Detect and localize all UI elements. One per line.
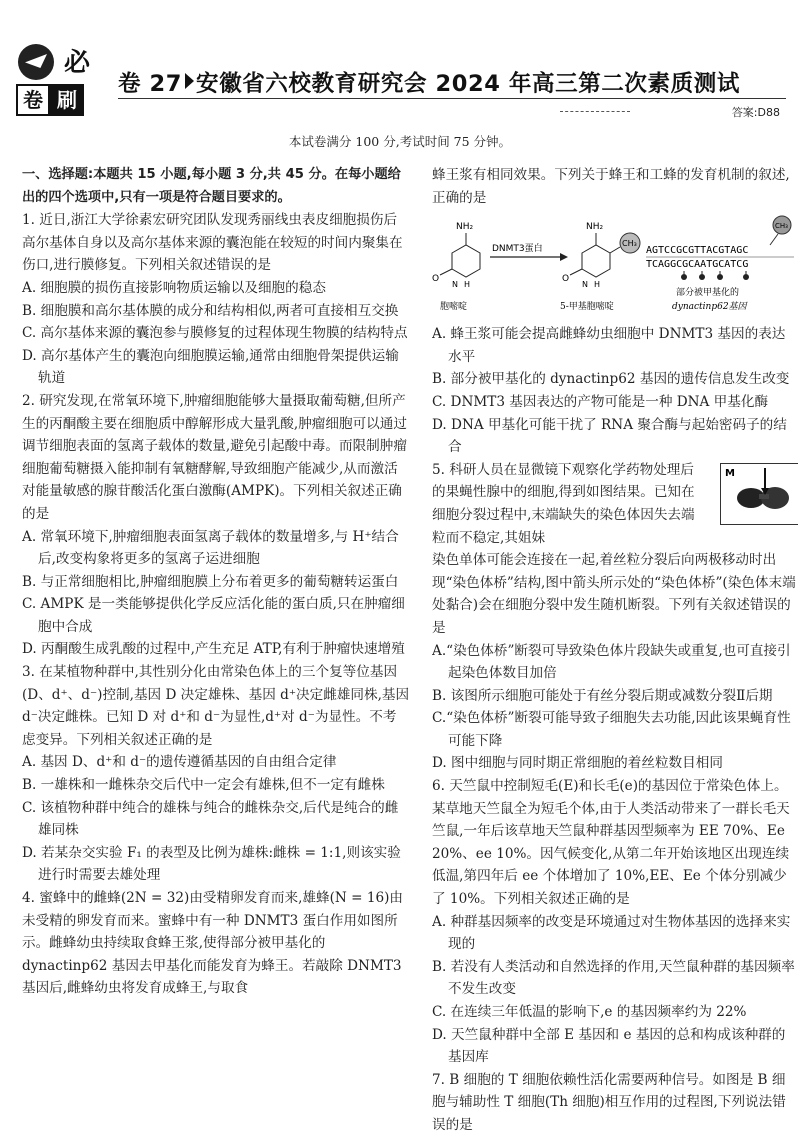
answer-option: C. 在连续三年低温的影响下,e 的基因频率约为 22%: [432, 1004, 747, 1020]
answer-option: B. 细胞膜和高尔基体膜的成分和结构相似,两者可直接相互交换: [22, 302, 399, 319]
answer-option: A. 种群基因频率的改变是环境通过对生物体基因的选择来实现的: [432, 913, 791, 953]
answer-option: A.“染色体桥”断裂可导致染色体片段缺失或重复,也可直接引起染色体数目加倍: [432, 642, 791, 682]
answer-option: D. DNA 甲基化可能干扰了 RNA 聚合酶与起始密码子的结合: [432, 416, 787, 456]
question-5: [432, 459, 798, 775]
answer-option: A. 细胞膜的损伤直接影响物质运输以及细胞的稳态: [22, 279, 326, 296]
title-main: 安徽省六校教育研究会 2024 年高三第二次素质测试: [196, 71, 740, 97]
svg-text:H: H: [594, 280, 601, 290]
svg-text:N: N: [452, 280, 458, 290]
q5-continuation: 染色单体可能会连接在一起,着丝粒分裂后向两极移动时出现“染色体桥”结构,图中箭头所示处的“染色体桥”(染色体末端处黏合)会在细胞分裂中发生随机断裂。下列有关叙述错误的是: [432, 552, 796, 636]
answer-option: B. 若没有人类活动和自然选择的作用,天竺鼠种群的基因频率不发生改变: [432, 958, 795, 998]
q6-head: 6. 天竺鼠中控制短毛(E)和长毛(e)的基因位于常染色体上。某草地天竺鼠全为短毛个体,由于人类活动带来了一群长毛天竺鼠,一年后该草地天竺鼠种群基因型频率为 EE 70%、Ee 20%、ee 10%。因气候变化,从第二年开始该地区出现连续低温,第四年后 ee 个体增加了 10%,EE、Ee 个体分别减少了 10%。下列相关叙述正确的是: [432, 778, 790, 908]
answer-option: C. DNMT3 基因表达的产物可能是一种 DNA 甲基化酶: [432, 393, 769, 410]
dashed-rule: [560, 111, 630, 112]
answer-option: C. AMPK 是一类能够提供化学反应活化能的蛋白质,只在肿瘤细胞中合成: [22, 596, 405, 635]
answer-code: [732, 104, 780, 120]
answer-label: 答案:D88: [731, 106, 780, 119]
svg-text:O: O: [562, 274, 570, 285]
question-stem: 2. 研究发现,在常氧环境下,肿瘤细胞能够大量摄取葡萄糖,但所产生的丙酮酸主要在细胞质中醇解形成大量乳酸,肿瘤细胞可以通过调节细胞表面的氢离子载体的数量,避免引起酸中毒。而限制肿瘤细胞葡萄糖摄入能抑制有氧糖酵解,导致细胞产能减少,从而激活对能量敏感的腺苷酸活化蛋白激酶(AMPK)。下列相关叙述正确的是: [22, 392, 407, 522]
answer-option: B. 一雄株和一雌株杂交后代中一定会有雄株,但不一定有雌株: [22, 777, 385, 794]
question-stem: 3. 在某植物种群中,其性别分化由常染色体上的三个复等位基因(D、d⁺、d⁻)控制,基因 D 决定雄株、基因 d⁺决定雌雄同株,基因 d⁻决定雌株。已知 D 对 d⁺和 d⁻为显性,d⁺对 d⁻为显性。不考虑变异。下列相关叙述正确的是: [22, 664, 410, 748]
question-stem: 4. 蜜蜂中的雌蜂(2N = 32)由受精卵发育而来,雄蜂(N = 16)由未受精的卵发育而来。蜜蜂中有一种 DNMT3 蛋白作用如图所示。雌蜂幼虫持续取食蜂王浆,使得部分被甲基化的 dynactinp62 基因去甲基化而能发育为蜂王。若敲除 DNMT3 基因后,雌蜂幼虫将发育成蜂王,与取食: [22, 890, 404, 997]
q4-continuation: 蜂王浆有相同效果。下列关于蜂王和工蜂的发育机制的叙述,正确的是: [432, 167, 790, 206]
gene-label-2: dynactinp62基因: [672, 302, 747, 313]
answer-option: A. 常氧环境下,肿瘤细胞表面氢离子载体的数量增多,与 H⁺结合后,改变构象将更多的氢离子运进细胞: [22, 528, 399, 568]
svg-text:N: N: [582, 280, 588, 290]
right-column: [432, 164, 798, 1137]
dnmt3-diagram: [432, 213, 798, 321]
nh2-a: NH₂: [456, 222, 474, 233]
answer-option: B. 与正常细胞相比,肿瘤细胞膜上分布着更多的葡萄糖转运蛋白: [22, 573, 399, 590]
logo-circle-icon: [18, 44, 54, 80]
title-rule: [118, 98, 786, 99]
title-prefix: 卷 27: [118, 71, 183, 97]
triangle-icon: [185, 73, 194, 89]
methylcytosine-structure: [570, 233, 620, 277]
micro-label: M: [725, 467, 735, 479]
cytosine-structure: [440, 233, 480, 277]
question-stem: 1. 近日,浙江大学徐素宏研究团队发现秀丽线虫表皮细胞损伤后高尔基体自身以及高尔基体来源的囊泡能在较短的时间内聚集在伤口,进行膜修复。下列相关叙述错误的是: [22, 212, 403, 274]
cytosine-label: 胞嘧啶: [440, 302, 468, 313]
answer-option: C. 该植物种群中纯合的雄株与纯合的雌株杂交,后代是纯合的雌雄同株: [22, 799, 399, 839]
question-6: [432, 775, 798, 1069]
svg-text:H: H: [464, 280, 471, 290]
methylcytosine-label: 5-甲基胞嘧啶: [560, 302, 614, 313]
ch3-dna-label: CH₃: [775, 222, 788, 231]
answer-option: C. 高尔基体来源的囊泡参与膜修复的过程体现生物膜的结构特点: [22, 325, 408, 342]
answer-option: A. 蜂王浆可能会提高雌蜂幼虫细胞中 DNMT3 基因的表达水平: [432, 326, 786, 365]
methyl-marks: [681, 271, 749, 280]
answer-option: D. 丙酮酸生成乳酸的过程中,产生充足 ATP,有利于肿瘤快速增殖: [22, 641, 405, 658]
svg-text:O: O: [432, 274, 440, 285]
nh2-b: NH₂: [586, 222, 604, 233]
logo: [14, 42, 110, 114]
answer-option: C.“染色体桥”断裂可能导致子细胞失去功能,因此该果蝇育性可能下降: [432, 710, 791, 749]
answer-option: A. 基因 D、d⁺和 d⁻的遗传遵循基因的自由组合定律: [22, 754, 337, 771]
answer-option: B. 部分被甲基化的 dynactinp62 基因的遗传信息发生改变: [432, 371, 790, 388]
answer-option: D. 图中细胞与同时期正常细胞的着丝粒数目相同: [432, 755, 723, 772]
answer-option: D. 高尔基体产生的囊泡向细胞膜运输,通常由细胞骨架提供运输轨道: [22, 347, 399, 387]
left-column: [22, 164, 410, 1000]
answer-option: D. 若某杂交实验 F₁ 的表型及比例为雄株:雌株 = 1:1,则该实验进行时需要去雄处理: [22, 844, 401, 884]
micrograph-image: [720, 463, 798, 525]
dnmt3-figure: [432, 213, 798, 321]
page-title: [118, 66, 740, 98]
q7-head: 7. B 细胞的 T 细胞依赖性活化需要两种信号。如图是 B 细胞与辅助性 T 细胞(Th 细胞)相互作用的过程图,下列说法错误的是: [432, 1071, 786, 1133]
gene-label-1: 部分被甲基化的: [676, 288, 740, 299]
answer-option: D. 天竺鼠种群中全部 E 基因和 e 基因的总和构成该种群的基因库: [432, 1026, 786, 1066]
header: [0, 0, 800, 120]
logo-box-2: 刷: [50, 84, 84, 116]
logo-box-1: 卷: [16, 84, 50, 116]
dna-seq-bottom: TCAGGCGCAATGCATCG: [646, 259, 749, 271]
logo-top-char: 必: [64, 48, 91, 78]
q5-head: 5. 科研人员在显微镜下观察化学药物处理后的果蝇性腺中的细胞,得到如图结果。已知在细胞分裂过程中,末端缺失的染色体因失去端粒而不稳定,其姐妹: [432, 461, 695, 546]
dna-seq-top: AGTCCGCGTTACGTAGC: [646, 245, 749, 257]
ch3-label: CH₃: [622, 239, 637, 249]
section-heading: 一、选择题:本题共 15 小题,每小题 3 分,共 45 分。在每小题给出的四个选项中,只有一项是符合题目要求的。: [22, 167, 401, 205]
answer-option: B. 该图所示细胞可能处于有丝分裂后期或减数分裂Ⅱ后期: [432, 687, 773, 704]
exam-note: 本试卷满分 100 分,考试时间 75 分钟。: [288, 134, 512, 149]
enzyme-label: DNMT3蛋白: [492, 244, 543, 255]
